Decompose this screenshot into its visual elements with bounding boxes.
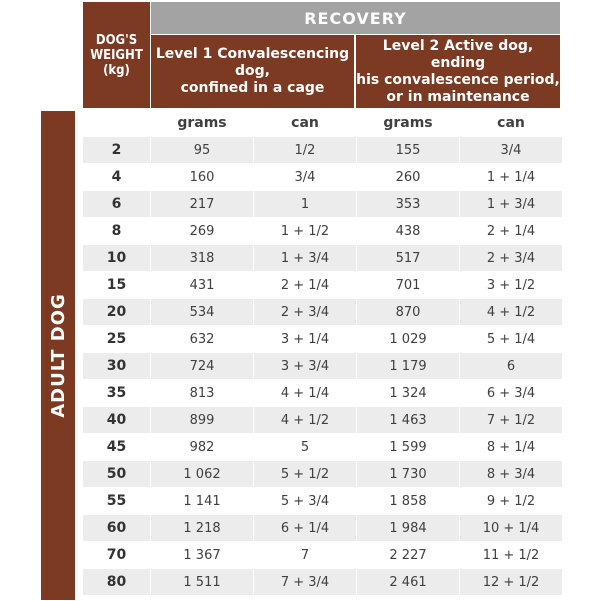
- value-cell: 1 + 1/4: [460, 164, 562, 190]
- value-cell: 2 + 1/4: [254, 272, 356, 298]
- adult-dog-side-label: [41, 111, 75, 600]
- weight-cell: 35: [83, 380, 150, 406]
- value-cell: 2 + 3/4: [254, 299, 356, 325]
- weight-cell: 8: [83, 218, 150, 244]
- value-cell: 1 511: [151, 569, 253, 595]
- dogs-weight-header: DOG'S WEIGHT (kg): [83, 2, 150, 108]
- value-cell: 4 + 1/4: [254, 380, 356, 406]
- value-cell: 260: [357, 164, 459, 190]
- value-cell: 4 + 1/2: [254, 407, 356, 433]
- value-cell: 2 + 3/4: [460, 245, 562, 271]
- weight-cell: 20: [83, 299, 150, 325]
- weight-cell: 40: [83, 407, 150, 433]
- column-header: grams: [151, 110, 253, 136]
- value-cell: 534: [151, 299, 253, 325]
- weight-cell: 6: [83, 191, 150, 217]
- value-cell: 701: [357, 272, 459, 298]
- value-cell: 4 + 1/2: [460, 299, 562, 325]
- value-cell: 1 029: [357, 326, 459, 352]
- weight-cell: 60: [83, 515, 150, 541]
- weight-cell: 70: [83, 542, 150, 568]
- feeding-grid: [83, 110, 560, 595]
- value-cell: 1 + 3/4: [254, 245, 356, 271]
- recovery-header: RECOVERY: [151, 2, 560, 34]
- value-cell: 1 218: [151, 515, 253, 541]
- weight-cell: 45: [83, 434, 150, 460]
- value-cell: 7: [254, 542, 356, 568]
- value-cell: 318: [151, 245, 253, 271]
- value-cell: 632: [151, 326, 253, 352]
- value-cell: 95: [151, 137, 253, 163]
- value-cell: 3/4: [460, 137, 562, 163]
- value-cell: 1 141: [151, 488, 253, 514]
- value-cell: 438: [357, 218, 459, 244]
- weight-cell: 50: [83, 461, 150, 487]
- value-cell: 899: [151, 407, 253, 433]
- value-cell: 517: [357, 245, 459, 271]
- value-cell: 3 + 3/4: [254, 353, 356, 379]
- value-cell: 431: [151, 272, 253, 298]
- value-cell: 1/2: [254, 137, 356, 163]
- adult-dog-label-text: ADULT DOG: [47, 293, 69, 418]
- value-cell: 1 + 3/4: [460, 191, 562, 217]
- value-cell: 217: [151, 191, 253, 217]
- weight-cell: 4: [83, 164, 150, 190]
- value-cell: 6 + 3/4: [460, 380, 562, 406]
- value-cell: 8 + 1/4: [460, 434, 562, 460]
- value-cell: 10 + 1/4: [460, 515, 562, 541]
- value-cell: 1 179: [357, 353, 459, 379]
- value-cell: 5: [254, 434, 356, 460]
- value-cell: 3/4: [254, 164, 356, 190]
- value-cell: 2 + 1/4: [460, 218, 562, 244]
- value-cell: 1 463: [357, 407, 459, 433]
- value-cell: 5 + 3/4: [254, 488, 356, 514]
- value-cell: 2 227: [357, 542, 459, 568]
- value-cell: 8 + 3/4: [460, 461, 562, 487]
- level-2-header: Level 2 Active dog, ending his convalescence period, or in maintenance: [356, 35, 560, 108]
- value-cell: 3 + 1/4: [254, 326, 356, 352]
- weight-cell: 30: [83, 353, 150, 379]
- value-cell: 1: [254, 191, 356, 217]
- weight-cell: 15: [83, 272, 150, 298]
- weight-cell: 55: [83, 488, 150, 514]
- value-cell: 1 858: [357, 488, 459, 514]
- value-cell: 160: [151, 164, 253, 190]
- value-cell: 982: [151, 434, 253, 460]
- value-cell: 5 + 1/2: [254, 461, 356, 487]
- value-cell: 9 + 1/2: [460, 488, 562, 514]
- value-cell: 3 + 1/2: [460, 272, 562, 298]
- value-cell: 1 599: [357, 434, 459, 460]
- value-cell: 1 + 1/2: [254, 218, 356, 244]
- value-cell: 1 984: [357, 515, 459, 541]
- weight-cell: 10: [83, 245, 150, 271]
- column-header: can: [254, 110, 356, 136]
- value-cell: 2 461: [357, 569, 459, 595]
- value-cell: 5 + 1/4: [460, 326, 562, 352]
- value-cell: 1 367: [151, 542, 253, 568]
- column-header: grams: [357, 110, 459, 136]
- value-cell: 353: [357, 191, 459, 217]
- value-cell: 724: [151, 353, 253, 379]
- weight-cell: 80: [83, 569, 150, 595]
- value-cell: 12 + 1/2: [460, 569, 562, 595]
- weight-cell: 2: [83, 137, 150, 163]
- value-cell: 870: [357, 299, 459, 325]
- column-header: [83, 110, 150, 136]
- value-cell: 1 730: [357, 461, 459, 487]
- value-cell: 1 324: [357, 380, 459, 406]
- weight-cell: 25: [83, 326, 150, 352]
- value-cell: 7 + 1/2: [460, 407, 562, 433]
- value-cell: 6: [460, 353, 562, 379]
- value-cell: 155: [357, 137, 459, 163]
- value-cell: 6 + 1/4: [254, 515, 356, 541]
- value-cell: 1 062: [151, 461, 253, 487]
- column-header: can: [460, 110, 562, 136]
- value-cell: 813: [151, 380, 253, 406]
- value-cell: 7 + 3/4: [254, 569, 356, 595]
- value-cell: 269: [151, 218, 253, 244]
- value-cell: 11 + 1/2: [460, 542, 562, 568]
- level-1-header: Level 1 Convalescencing dog, confined in a cage: [151, 35, 354, 108]
